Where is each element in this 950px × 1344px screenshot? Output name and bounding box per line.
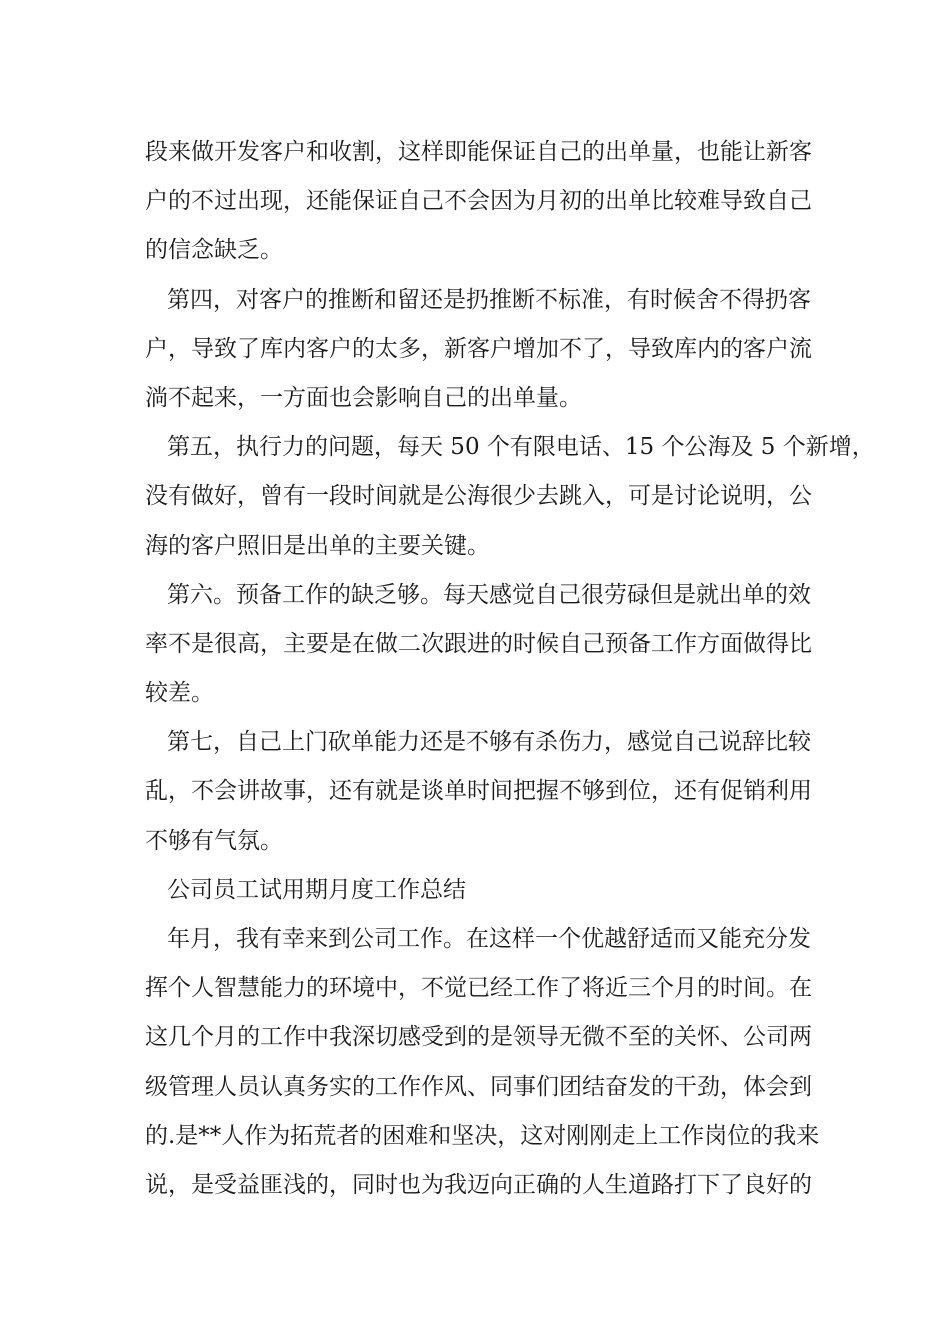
body-line: 的信念缺乏。 (145, 237, 283, 264)
body-line: 的.是**人作为拓荒者的困难和坚决，这对刚刚走上工作岗位的我来 (145, 1122, 820, 1149)
body-line: 没有做好，曾有一段时间就是公海很少去跳入，可是讨论说明，公 (145, 483, 812, 510)
body-line: 较差。 (145, 680, 214, 707)
body-line: 淌不起来，一方面也会影响自己的出单量。 (145, 384, 582, 411)
section-heading: 公司员工试用期月度工作总结 (167, 876, 466, 903)
body-line: 乱，不会讲故事，还有就是谈单时间把握不够到位，还有促销利用 (145, 778, 812, 805)
body-line: 级管理人员认真务实的工作作风、同事们团结奋发的干劲，体会到 (145, 1073, 812, 1100)
body-line: 户，导致了库内客户的太多，新客户增加不了，导致库内的客户流 (145, 335, 812, 362)
body-line: 不够有气氛。 (145, 827, 283, 854)
body-line: 挥个人智慧能力的环境中，不觉已经工作了将近三个月的时间。在 (145, 975, 812, 1002)
body-line: 第六。预备工作的缺乏够。每天感觉自己很劳碌但是就出单的效 (167, 581, 811, 608)
body-line: 第七，自己上门砍单能力还是不够有杀伤力，感觉自己说辞比较 (167, 729, 811, 756)
body-line: 段来做开发客户和收割，这样即能保证自己的出单量，也能让新客 (145, 139, 812, 165)
document-body (145, 128, 875, 1210)
body-line: 第五，执行力的问题，每天 50 个有限电话、15 个公海及 5 个新增， (167, 434, 875, 461)
body-line: 这几个月的工作中我深切感受到的是领导无微不至的关怀、公司两 (145, 1024, 812, 1051)
body-line: 说，是受益匪浅的，同时也为我迈向正确的人生道路打下了良好的 (145, 1171, 812, 1198)
body-line: 年月，我有幸来到公司工作。在这样一个优越舒适而又能充分发 (167, 926, 811, 952)
body-line: 第四，对客户的推断和留还是扔推断不标准，有时候舍不得扔客 (167, 286, 811, 313)
body-line: 海的客户照旧是出单的主要关键。 (145, 532, 490, 559)
body-line: 率不是很高，主要是在做二次跟进的时候自己预备工作方面做得比 (145, 630, 812, 657)
body-line: 户的不过出现，还能保证自己不会因为月初的出单比较难导致自己 (145, 188, 812, 215)
